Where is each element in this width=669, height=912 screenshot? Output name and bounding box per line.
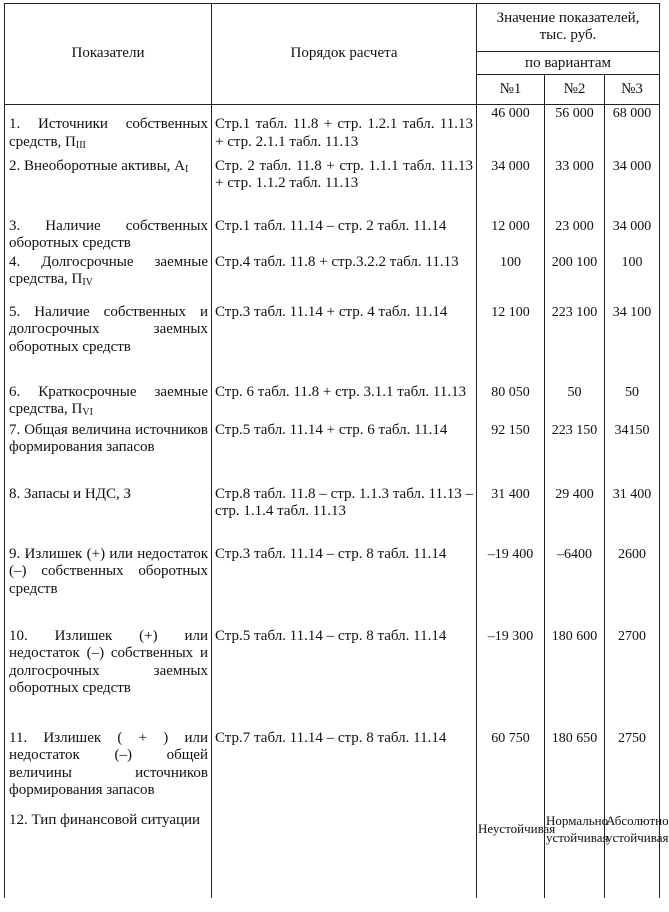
header-var2: №2 [545,75,605,105]
value-cell-1: 31 400 [477,486,545,546]
indicator-cell: 8. Запасы и НДС, З [5,486,212,546]
table-row [5,218,660,254]
header-var1: №1 [477,75,545,105]
value-cell-3: 2700 [605,628,660,730]
value-cell-2: 223 150 [545,422,605,486]
header-calculation: Порядок расчета [212,4,477,105]
indicator-cell: 6. Краткосрочные заемные средства, $П_{VI}$ [5,384,212,422]
value-cell-2: 50 [545,384,605,422]
indicator-cell: 9. Излишек (+) или недостаток (–) собственных оборотных средств [5,546,212,628]
indicator-cell: 2. Внеоборотные активы, $А_I$ [5,158,212,218]
table-row [5,628,660,730]
indicator-cell: 10. Излишек (+) или недостаток (–) собственных и долгосрочных заемных оборотных средств [5,628,212,730]
value-cell-3: 50 [605,384,660,422]
value-cell-2: 223 100 [545,304,605,384]
header-indicators: Показатели [5,4,212,105]
value-cell-2: 23 000 [545,218,605,254]
value-cell-1: –19 300 [477,628,545,730]
indicator-cell: 4. Долгосрочные заемные средства, $П_{IV}$ [5,254,212,304]
calc-cell: Стр.8 табл. 11.8 – стр. 1.1.3 табл. 11.13 – стр. 1.1.4 табл. 11.13 [212,486,477,546]
header-row-1 [5,4,660,52]
table-row [5,812,660,898]
table-row [5,422,660,486]
calc-cell: Стр.1 табл. 11.14 – стр. 2 табл. 11.14 [212,218,477,254]
calc-cell: Стр.5 табл. 11.14 – стр. 8 табл. 11.14 [212,628,477,730]
header-values [477,4,660,52]
value-cell-1: 46 000 [477,105,545,158]
calc-cell: Стр.5 табл. 11.14 + стр. 6 табл. 11.14 [212,422,477,486]
value-cell-3: 34 100 [605,304,660,384]
value-cell-3: Абсолютно устойчивая [605,812,660,898]
table-row [5,254,660,304]
value-cell-2: 180 600 [545,628,605,730]
value-cell-1: 12 000 [477,218,545,254]
table-row [5,105,660,158]
indicator-cell: 11. Излишек ( + ) или недостаток (–) общей величины источников формирования запасов [5,730,212,812]
value-cell-2: –6400 [545,546,605,628]
value-cell-1: 92 150 [477,422,545,486]
calc-cell: Стр.1 табл. 11.8 + стр. 1.2.1 табл. 11.13 + стр. 2.1.1 табл. 11.13 [212,105,477,158]
value-cell-1: Неустойчивая [477,812,545,898]
value-cell-2: 33 000 [545,158,605,218]
calc-cell: Стр.3 табл. 11.14 – стр. 8 табл. 11.14 [212,546,477,628]
indicator-cell: 5. Наличие собственных и долгосрочных заемных оборотных средств [5,304,212,384]
calc-cell: Стр. 2 табл. 11.8 + стр. 1.1.1 табл. 11.13 + стр. 1.1.2 табл. 11.13 [212,158,477,218]
value-cell-1: 80 050 [477,384,545,422]
value-cell-1: 60 750 [477,730,545,812]
value-cell-3: 68 000 [605,105,660,158]
table-row [5,304,660,384]
indicator-cell: 12. Тип финансовой ситуации [5,812,212,898]
table-row [5,384,660,422]
header-values-line1: Значение показателей, [496,10,640,27]
indicator-cell: 1. Источники собственных средств, $П_{III}$ [5,105,212,158]
table-row [5,546,660,628]
value-cell-2: 29 400 [545,486,605,546]
value-cell-2: 56 000 [545,105,605,158]
value-cell-3: 34 000 [605,218,660,254]
calc-cell: Стр.4 табл. 11.8 + стр.3.2.2 табл. 11.13 [212,254,477,304]
value-cell-1: –19 400 [477,546,545,628]
value-cell-2: 200 100 [545,254,605,304]
calc-cell: Стр.3 табл. 11.14 + стр. 4 табл. 11.14 [212,304,477,384]
calc-cell [212,812,477,898]
header-var3: №3 [605,75,660,105]
value-cell-1: 100 [477,254,545,304]
value-cell-1: 12 100 [477,304,545,384]
calc-cell: Стр.7 табл. 11.14 – стр. 8 табл. 11.14 [212,730,477,812]
calc-cell: Стр. 6 табл. 11.8 + стр. 3.1.1 табл. 11.13 [212,384,477,422]
value-cell-3: 31 400 [605,486,660,546]
value-cell-2: Нормально устойчивая [545,812,605,898]
header-variants: по вариантам [477,51,660,74]
indicator-cell: 7. Общая величина источников формирования запасов [5,422,212,486]
value-cell-2: 180 650 [545,730,605,812]
header-values-line2: тыс. руб. [539,27,597,44]
value-cell-3: 2600 [605,546,660,628]
value-cell-3: 2750 [605,730,660,812]
table-row [5,486,660,546]
table-row [5,158,660,218]
financial-stability-table [4,3,669,898]
value-cell-3: 34 000 [605,158,660,218]
value-cell-1: 34 000 [477,158,545,218]
value-cell-3: 100 [605,254,660,304]
indicator-cell: 3. Наличие собственных оборотных средств [5,218,212,254]
table-row [5,730,660,812]
value-cell-3: 34150 [605,422,660,486]
